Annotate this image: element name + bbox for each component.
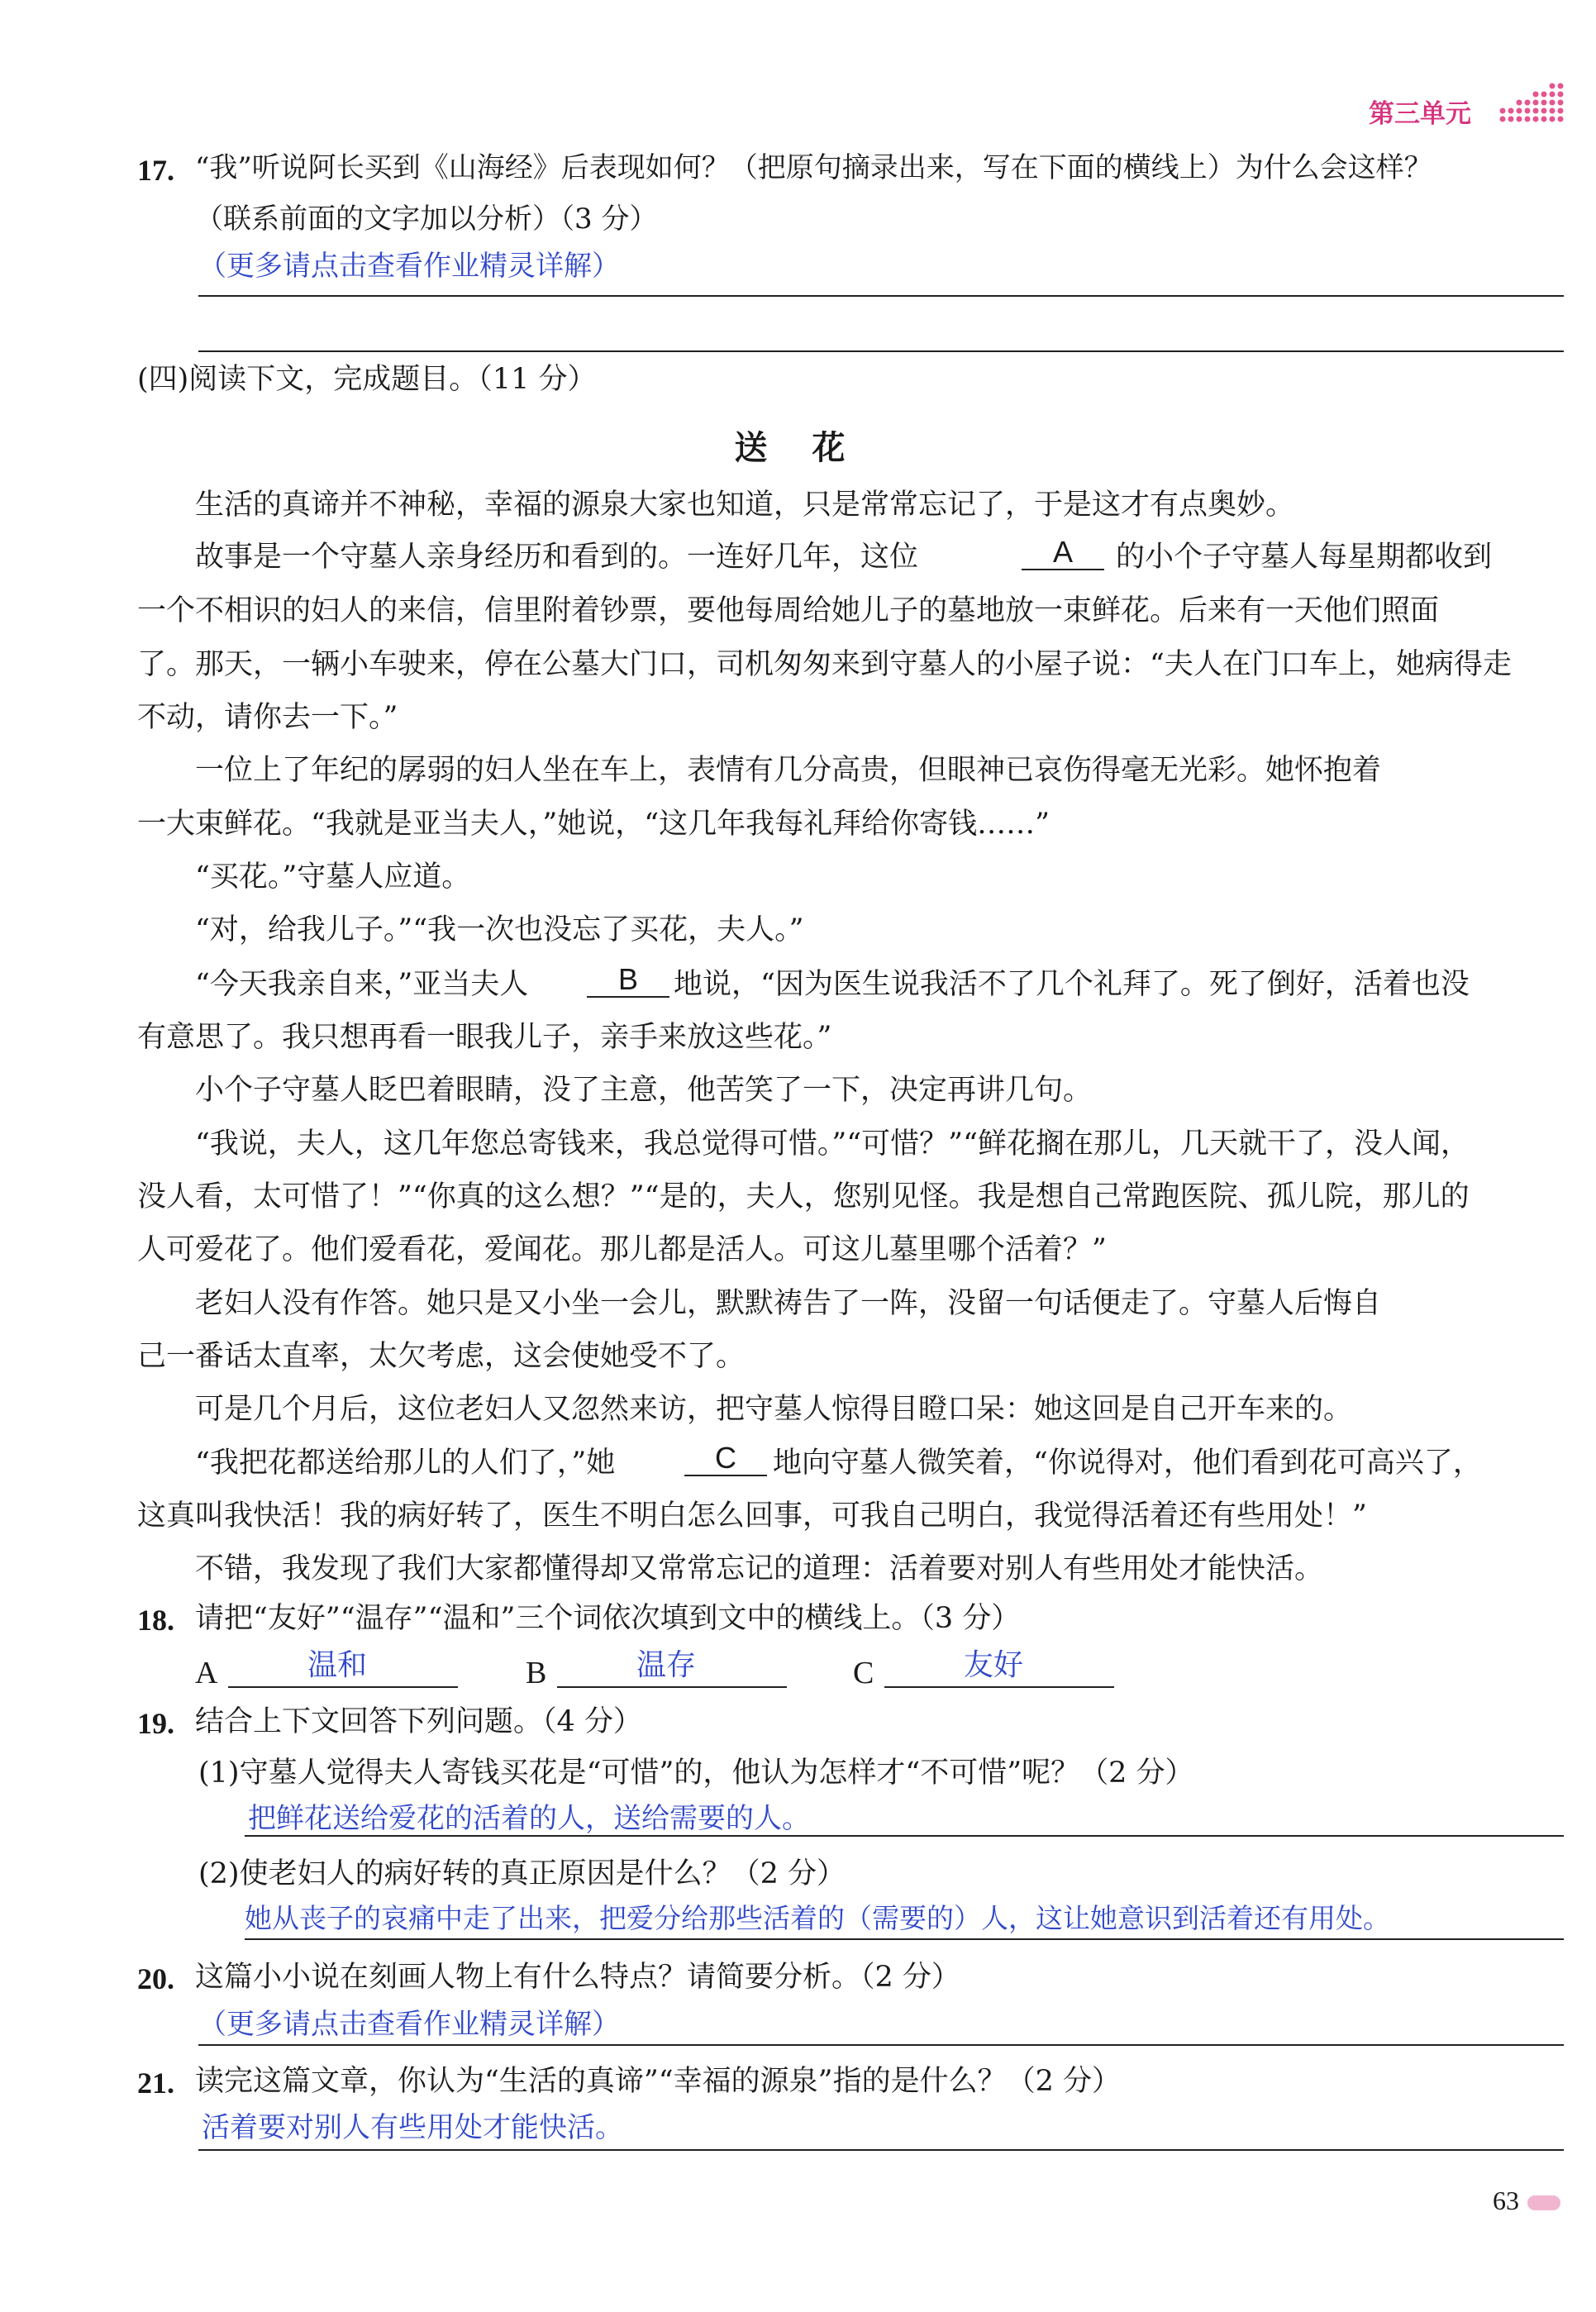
question-number-17: 17.: [137, 154, 174, 187]
section-instruction: (四)阅读下文，完成题目。（11 分）: [137, 363, 597, 396]
question-21-answer: 活着要对别人有些用处才能快活。: [202, 2111, 623, 2144]
answer-line: [198, 2044, 1564, 2046]
option-label-a: A: [195, 1656, 218, 1690]
answer-line: [228, 1686, 458, 1688]
unit-label: 第三单元: [1369, 99, 1471, 129]
question-19-sub2: (2)使老妇人的病好转的真正原因是什么？（2 分）: [198, 1857, 846, 1890]
question-17-text: “我”听说阿长买到《山海经》后表现如何？（把原句摘录出来，写在下面的横线上）为什么会这样？: [195, 151, 1432, 184]
answer-line: [245, 1938, 1564, 1940]
paragraph: 这真叫我快活！我的病好转了，医生不明白怎么回事，可我自己明白，我觉得活着还有些用处！”: [137, 1499, 1367, 1533]
question-17-text-cont: （联系前面的文字加以分析）（3 分）: [195, 203, 658, 236]
paragraph: “我把花都送给那儿的人们了，”她: [195, 1447, 616, 1480]
paragraph: 有意思了。我只想再看一眼我儿子，亲手来放这些花。”: [137, 1021, 832, 1054]
answer-line: [245, 1835, 1564, 1837]
question-19-text: 结合上下文回答下列问题。（4 分）: [195, 1705, 642, 1738]
paragraph: 一大束鲜花。“我就是亚当夫人，”她说，“这几年我每礼拜给你寄钱……”: [137, 808, 1051, 841]
question-17-answer: （更多请点击查看作业精灵详解）: [198, 250, 620, 283]
answer-line: [557, 1686, 787, 1688]
paragraph: 了。那天，一辆小车驶来，停在公墓大门口，司机匆匆来到守墓人的小屋子说：“夫人在门口车上，她病得走: [137, 648, 1512, 681]
page-number-tab: [1527, 2195, 1560, 2210]
blank-c: C: [684, 1442, 767, 1476]
question-20-text: 这篇小小说在刻画人物上有什么特点？请简要分析。（2 分）: [195, 1961, 960, 1994]
page-number: 63: [1493, 2186, 1519, 2215]
article-title: 送 花: [734, 429, 862, 467]
question-21-text: 读完这篇文章，你认为“生活的真谛”“幸福的源泉”指的是什么？（2 分）: [195, 2065, 1121, 2098]
paragraph: 一个不相识的妇人的来信，信里附着钞票，要他每周给她儿子的墓地放一束鲜花。后来有一天他们照面: [137, 594, 1440, 627]
paragraph: 不错，我发现了我们大家都懂得却又常常忘记的道理：活着要对别人有些用处才能快活。: [195, 1552, 1324, 1585]
blank-a: A: [1022, 536, 1104, 570]
paragraph: 不动，请你去一下。”: [137, 701, 398, 734]
q18-answer-a: 温和: [307, 1648, 368, 1682]
question-number-20: 20.: [137, 1962, 174, 1995]
question-number-21: 21.: [137, 2066, 174, 2100]
dot-grid-icon: [1498, 81, 1564, 126]
question-number-19: 19.: [137, 1707, 174, 1740]
paragraph: 人可爱花了。他们爱看花，爱闻花。那儿都是活人。可这儿墓里哪个活着？”: [137, 1233, 1107, 1266]
answer-line: [198, 295, 1564, 297]
question-19-answer2: 她从丧子的哀痛中走了出来，把爱分给那些活着的（需要的）人，这让她意识到活着还有用处。: [245, 1902, 1390, 1934]
answer-line: [198, 2149, 1564, 2151]
question-number-18: 18.: [137, 1604, 174, 1637]
paragraph: 没人看，太可惜了！”“你真的这么想？”“是的，夫人，您别见怪。我是想自己常跑医院、孤儿院，那儿的: [137, 1180, 1470, 1213]
paragraph: 己一番话太直率，太欠考虑，这会使她受不了。: [137, 1340, 746, 1373]
paragraph: 地向守墓人微笑着，“你说得对，他们看到花可高兴了，: [773, 1447, 1482, 1480]
paragraph: 故事是一个守墓人亲身经历和看到的。一连好几年，这位: [195, 541, 919, 574]
paragraph: 小个子守墓人眨巴着眼睛，没了主意，他苦笑了一下，决定再讲几句。: [195, 1074, 1093, 1107]
paragraph: “买花。”守墓人应道。: [195, 860, 471, 894]
paragraph: 可是几个月后，这位老妇人又忽然来访，把守墓人惊得目瞪口呆：她这回是自己开车来的。: [195, 1393, 1353, 1426]
paragraph: “对，给我儿子。”“我一次也没忘了买花，夫人。”: [195, 913, 804, 946]
paragraph: 一位上了年纪的孱弱的妇人坐在车上，表情有几分高贵，但眼神已哀伤得毫无光彩。她怀抱着: [195, 754, 1382, 787]
answer-line: [884, 1686, 1114, 1688]
paragraph: “今天我亲自来，”亚当夫人: [195, 968, 529, 1001]
q18-answer-c: 友好: [964, 1648, 1024, 1682]
paragraph: 的小个子守墓人每星期都收到: [1116, 541, 1493, 574]
blank-b: B: [587, 963, 669, 998]
paragraph: 地说，“因为医生说我活不了几个礼拜了。死了倒好，活着也没: [674, 968, 1470, 1001]
q18-answer-b: 温存: [636, 1648, 697, 1682]
answer-line: [198, 350, 1564, 352]
question-19-sub1: (1)守墓人觉得夫人寄钱买花是“可惜”的，他认为怎样才“不可惜”呢？（2 分）: [198, 1757, 1194, 1790]
question-18-text: 请把“友好”“温存”“温和”三个词依次填到文中的横线上。（3 分）: [195, 1602, 1021, 1635]
question-19-answer1: 把鲜花送给爱花的活着的人，送给需要的人。: [248, 1802, 810, 1835]
question-20-answer: （更多请点击查看作业精灵详解）: [198, 2008, 620, 2041]
option-label-b: B: [526, 1656, 547, 1690]
paragraph: 生活的真谛并不神秘，幸福的源泉大家也知道，只是常常忘记了，于是这才有点奥妙。: [195, 489, 1295, 522]
option-label-c: C: [853, 1656, 874, 1690]
paragraph: 老妇人没有作答。她只是又小坐一会儿，默默祷告了一阵，没留一句话便走了。守墓人后悔自: [195, 1287, 1382, 1320]
paragraph: “我说，夫人，这几年您总寄钱来，我总觉得可惜。”“可惜？”“鲜花搁在那儿，几天就干了，没人闻，: [195, 1127, 1470, 1161]
dot-grid-decoration: [1498, 81, 1564, 126]
